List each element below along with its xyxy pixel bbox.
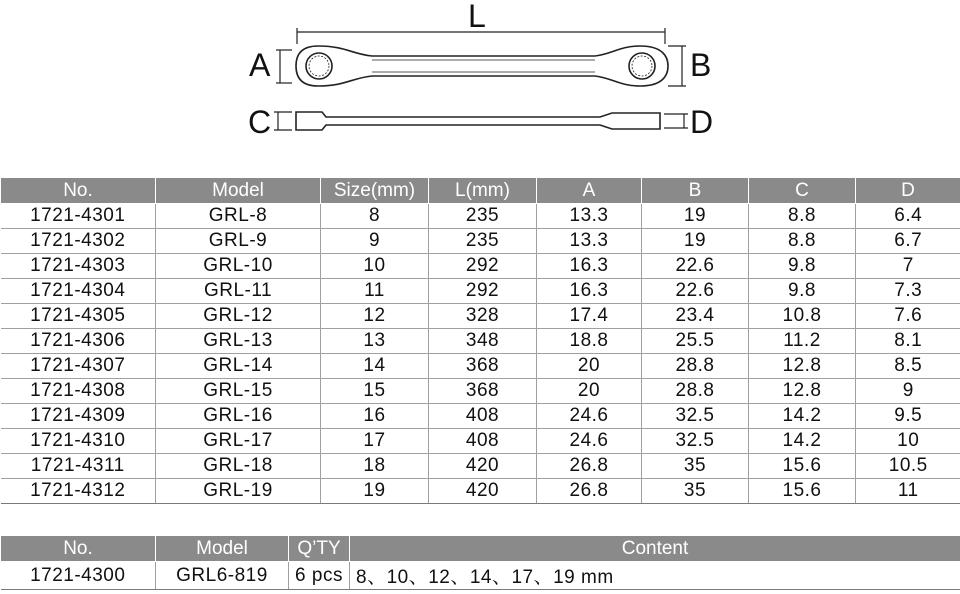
table-row xyxy=(1,229,960,254)
table-cell: 15 xyxy=(321,379,429,404)
table-cell: 18.8 xyxy=(537,329,642,354)
table-cell: 24.6 xyxy=(537,404,642,429)
table-cell: 328 xyxy=(429,304,537,329)
table-cell: GRL-13 xyxy=(156,329,321,354)
table-cell: 15.6 xyxy=(749,479,856,504)
dimension-label-a: A xyxy=(249,47,271,83)
table-cell: GRL-16 xyxy=(156,404,321,429)
set-header-model: Model xyxy=(156,536,289,562)
table-cell: 28.8 xyxy=(642,379,749,404)
table-cell: 8.1 xyxy=(856,329,960,354)
header-length: L(mm) xyxy=(429,178,537,204)
table-cell: 13.3 xyxy=(537,204,642,229)
table-cell: 420 xyxy=(429,454,537,479)
header-model: Model xyxy=(156,178,321,204)
table-row xyxy=(1,204,960,229)
table-cell: 9.8 xyxy=(749,279,856,304)
table-cell: 8 xyxy=(321,204,429,229)
table-cell: 13.3 xyxy=(537,229,642,254)
dimension-label-b: B xyxy=(690,47,712,83)
table-cell: 35 xyxy=(642,479,749,504)
table-cell: 6.4 xyxy=(856,204,960,229)
table-cell: 7.6 xyxy=(856,304,960,329)
table-cell: 10 xyxy=(321,254,429,279)
set-header-content: Content xyxy=(350,536,960,562)
table-cell: 19 xyxy=(321,479,429,504)
wrench-dimension-diagram xyxy=(0,0,960,150)
table-row xyxy=(1,254,960,279)
table-cell: 8.8 xyxy=(749,204,856,229)
table-cell: 11 xyxy=(321,279,429,304)
table-cell: 6 pcs xyxy=(289,562,350,590)
table-cell: 26.8 xyxy=(537,454,642,479)
table-cell: 9 xyxy=(321,229,429,254)
header-d: D xyxy=(856,178,960,204)
table-cell: 18 xyxy=(321,454,429,479)
table-cell: 1721-4303 xyxy=(1,254,156,279)
table-cell: 235 xyxy=(429,229,537,254)
table-cell: 348 xyxy=(429,329,537,354)
table-cell: GRL-15 xyxy=(156,379,321,404)
table-cell: 22.6 xyxy=(642,254,749,279)
table-cell: 23.4 xyxy=(642,304,749,329)
table-cell: 20 xyxy=(537,379,642,404)
table-cell: 1721-4304 xyxy=(1,279,156,304)
table-cell: 32.5 xyxy=(642,404,749,429)
wrench-side-view xyxy=(296,112,660,130)
table-row xyxy=(1,379,960,404)
table-cell: 408 xyxy=(429,429,537,454)
table-cell: 35 xyxy=(642,454,749,479)
dimension-label-l: L xyxy=(468,0,486,34)
table-row xyxy=(1,279,960,304)
table-cell: 24.6 xyxy=(537,429,642,454)
table-cell: 16.3 xyxy=(537,279,642,304)
table-cell: 11 xyxy=(856,479,960,504)
table-cell: 7 xyxy=(856,254,960,279)
table-cell: GRL-18 xyxy=(156,454,321,479)
table-cell: 408 xyxy=(429,404,537,429)
table-cell: 14.2 xyxy=(749,429,856,454)
table-cell: GRL6-819 xyxy=(156,562,289,590)
set-header-row xyxy=(1,536,960,562)
set-header-no: No. xyxy=(1,536,156,562)
table-cell: 12.8 xyxy=(749,354,856,379)
table-cell: 26.8 xyxy=(537,479,642,504)
table-cell: 22.6 xyxy=(642,279,749,304)
set-row xyxy=(1,562,960,590)
table-cell: 17.4 xyxy=(537,304,642,329)
table-cell: 1721-4300 xyxy=(1,562,156,590)
table-cell: 368 xyxy=(429,379,537,404)
table-cell: 420 xyxy=(429,479,537,504)
table-row xyxy=(1,479,960,504)
table-cell: 1721-4305 xyxy=(1,304,156,329)
table-cell: 9 xyxy=(856,379,960,404)
header-b: B xyxy=(642,178,749,204)
table-cell: 16 xyxy=(321,404,429,429)
table-cell: 1721-4309 xyxy=(1,404,156,429)
table-cell: 6.7 xyxy=(856,229,960,254)
table-cell: 16.3 xyxy=(537,254,642,279)
table-cell: 9.8 xyxy=(749,254,856,279)
table-cell: 10.5 xyxy=(856,454,960,479)
table-cell: 7.3 xyxy=(856,279,960,304)
table-cell: 368 xyxy=(429,354,537,379)
table-row xyxy=(1,429,960,454)
header-a: A xyxy=(537,178,642,204)
table-cell: 1721-4307 xyxy=(1,354,156,379)
table-header-row xyxy=(1,178,960,204)
header-c: C xyxy=(749,178,856,204)
table-cell: 25.5 xyxy=(642,329,749,354)
dimension-label-d: D xyxy=(690,104,714,140)
set-header-qty: Q’TY xyxy=(289,536,350,562)
table-cell: GRL-17 xyxy=(156,429,321,454)
table-cell: 15.6 xyxy=(749,454,856,479)
table-row xyxy=(1,329,960,354)
table-cell: 235 xyxy=(429,204,537,229)
table-row xyxy=(1,354,960,379)
table-cell: 11.2 xyxy=(749,329,856,354)
dimension-label-c: C xyxy=(248,104,272,140)
table-cell: 19 xyxy=(642,229,749,254)
table-cell: GRL-9 xyxy=(156,229,321,254)
table-cell: GRL-19 xyxy=(156,479,321,504)
table-cell: 19 xyxy=(642,204,749,229)
table-cell: 1721-4308 xyxy=(1,379,156,404)
table-cell: GRL-14 xyxy=(156,354,321,379)
specification-table xyxy=(0,177,960,504)
table-cell: GRL-10 xyxy=(156,254,321,279)
table-cell: 17 xyxy=(321,429,429,454)
table-cell: 1721-4306 xyxy=(1,329,156,354)
table-cell: 8.5 xyxy=(856,354,960,379)
table-cell: 10 xyxy=(856,429,960,454)
table-cell: 1721-4302 xyxy=(1,229,156,254)
table-cell: 292 xyxy=(429,279,537,304)
table-cell: 32.5 xyxy=(642,429,749,454)
table-cell: GRL-11 xyxy=(156,279,321,304)
wrench-top-view xyxy=(296,46,668,86)
set-table xyxy=(0,535,960,590)
table-cell: 9.5 xyxy=(856,404,960,429)
table-cell: 14 xyxy=(321,354,429,379)
table-row xyxy=(1,304,960,329)
table-cell: 1721-4312 xyxy=(1,479,156,504)
table-cell: 12 xyxy=(321,304,429,329)
table-cell: 1721-4301 xyxy=(1,204,156,229)
table-cell: 10.8 xyxy=(749,304,856,329)
table-cell: 1721-4310 xyxy=(1,429,156,454)
table-cell: 1721-4311 xyxy=(1,454,156,479)
table-cell: GRL-12 xyxy=(156,304,321,329)
header-size: Size(mm) xyxy=(321,178,429,204)
header-no: No. xyxy=(1,178,156,204)
table-row xyxy=(1,404,960,429)
table-cell: 292 xyxy=(429,254,537,279)
table-row xyxy=(1,454,960,479)
table-cell: 13 xyxy=(321,329,429,354)
table-cell: 8.8 xyxy=(749,229,856,254)
table-cell: 8、10、12、14、17、19 mm xyxy=(350,562,960,590)
table-cell: 12.8 xyxy=(749,379,856,404)
table-cell: 28.8 xyxy=(642,354,749,379)
table-cell: 14.2 xyxy=(749,404,856,429)
table-cell: GRL-8 xyxy=(156,204,321,229)
table-cell: 20 xyxy=(537,354,642,379)
